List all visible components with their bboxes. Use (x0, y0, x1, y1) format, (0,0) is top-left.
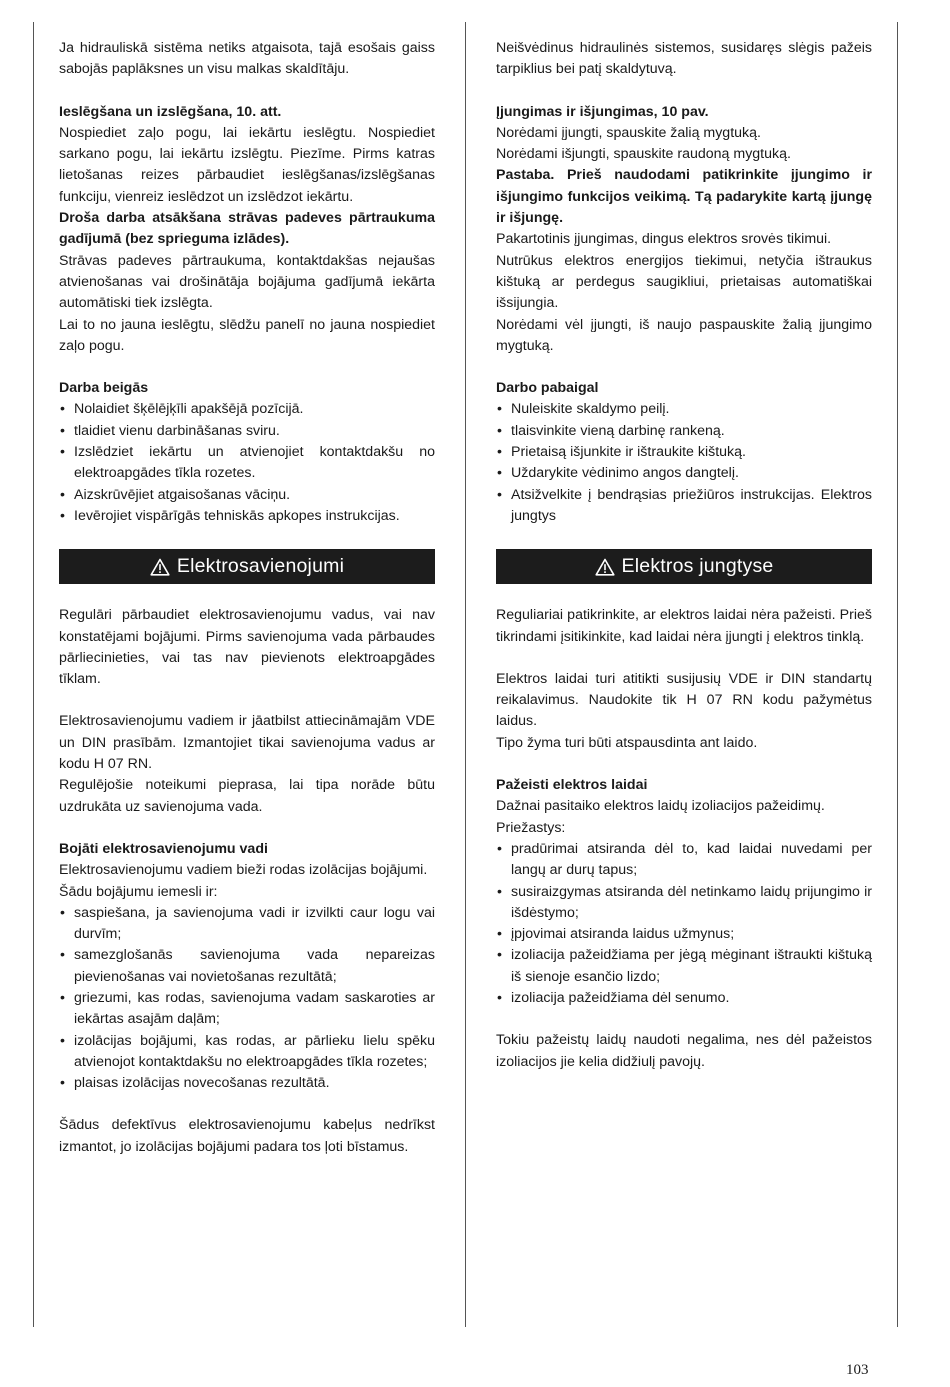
section-title-bar (59, 549, 435, 584)
list-item: • Aizskrūvējiet atgaisošanas vāciņu. (59, 485, 435, 506)
list-item: • izoliacija pažeidžiama per jėgą mėginant ištraukti kištuką iš sienoje esančio lizdo; (496, 945, 872, 988)
list-item: • Nolaidiet šķēlējķīli apakšējā pozīcijā. (59, 399, 435, 420)
list-item: • tlaisvinkite vieną darbinę rankeną. (496, 421, 872, 442)
onoff-heading: Ieslēgšana un izslēgšana, 10. att. (59, 103, 282, 120)
onoff-line-1: Norėdami įjungti, spauskite žalią mygtuką. (496, 124, 761, 141)
center-column-rule (465, 22, 466, 1327)
end-of-work-heading: Darba beigās (59, 380, 149, 397)
list-item: • Prietaisą išjunkite ir ištraukite kištuką. (496, 442, 872, 463)
damaged-cables-heading: Bojāti elektrosavienojumu vadi (59, 840, 268, 857)
left-margin-rule (33, 22, 34, 1327)
onoff-heading: Įjungimas ir išjungimas, 10 pav. (496, 103, 709, 120)
list-item: • izolācijas bojājumi, kas rodas, ar pārlieku lielu spēku atvienojot kontaktdakšu no elektroapgādes tīkla rozetes; (59, 1031, 435, 1074)
damaged-paragraph-1: Elektrosavienojumu vadiem bieži rodas izolācijas bojājumi. (59, 862, 428, 879)
right-column (496, 38, 872, 1073)
damaged-cables-heading: Pažeisti elektros laidai (496, 777, 648, 794)
closing-paragraph: Šādus defektīvus elektrosavienojumu kabeļus nedrīkst izmantot, jo izolācijas bojājumi padara tos ļoti bīstamus. (59, 1117, 435, 1155)
page-number: 103 (846, 1362, 869, 1378)
section-title-bar (496, 549, 872, 584)
restart-text: Pakartotinis įjungimas, dingus elektros srovės tikimui. (496, 231, 832, 248)
restart-text-2: Lai to no jauna ieslēgtu, slēdžu panelī no jauna nospiediet zaļo pogu. (59, 316, 435, 354)
damaged-paragraph-2: Šādu bojājumu iemesli ir: (59, 883, 218, 900)
restart-heading: Droša darba atsākšana strāvas padeves pārtraukuma gadījumā (bez sprieguma izlādes). (59, 210, 435, 248)
restart-text-2: Nutrūkus elektros energijos tiekimui, netyčia ištraukus kištuką ar perdegus saugikliui, prietaisas automatiškai išsijungia. (496, 252, 872, 312)
list-item: • įpjovimai atsiranda laidus užmynus; (496, 924, 872, 945)
list-item: • Atsižvelkite į bendrąsias priežiūros instrukcijas. Elektros jungtys (496, 485, 872, 528)
list-item: • pradūrimai atsiranda dėl to, kad laidai nuvedami per langų ar durų tapus; (496, 839, 872, 882)
elec-paragraph-1: Regulāri pārbaudiet elektrosavienojumu vadus, vai nav konstatējami bojājumi. Pirms savienojuma vada pārbaudes pārliecinieties, vai tas nav pievienots elektroapgādes tīklam. (59, 607, 435, 688)
list-item: • Izslēdziet iekārtu un atvienojiet kontaktdakšu no elektroapgādes tīkla rozetes. (59, 442, 435, 485)
list-item: • Ievērojiet vispārīgās tehniskās apkopes instrukcijas. (59, 506, 435, 527)
list-item: • Uždarykite vėdinimo angos dangtelį. (496, 463, 872, 484)
damaged-paragraph-2: Priežastys: (496, 819, 566, 836)
list-item: • samezglošanās savienojuma vada nepareizas pievienošanas vai novietošanas rezultātā; (59, 945, 435, 988)
list-item: • tlaidiet vienu darbināšanas sviru. (59, 421, 435, 442)
right-margin-rule (897, 22, 898, 1327)
list-item: • susiraizgymas atsiranda dėl netinkamo laidų prijungimo ir išdėstymo; (496, 882, 872, 925)
elec-paragraph-1: Reguliariai patikrinkite, ar elektros laidai nėra pažeisti. Prieš tikrindami įsitikinkite, kad laidai nėra įjungti į elektros tinklą. (496, 607, 872, 645)
elec-paragraph-3: Tipo žyma turi būti atspausdinta ant laido. (496, 734, 758, 751)
list-item: • Nuleiskite skaldymo peilį. (496, 399, 872, 420)
onoff-line-2: Norėdami išjungti, spauskite raudoną mygtuką. (496, 146, 791, 163)
intro-paragraph: Ja hidrauliskā sistēma netiks atgaisota, tajā esošais gaiss sabojās paplāksnes un visu malkas skaldītāju. (59, 40, 435, 78)
end-of-work-list (59, 399, 435, 527)
closing-paragraph: Tokiu pažeistų laidų naudoti negalima, nes dėl pažeistos izoliacijos jie kelia didžiulį pavojų. (496, 1032, 872, 1070)
warning-triangle-icon (150, 558, 170, 576)
damaged-paragraph-1: Dažnai pasitaiko elektros laidų izoliacijos pažeidimų. (496, 798, 825, 815)
list-item: • saspiešana, ja savienojuma vadi ir izvilkti caur logu vai durvīm; (59, 903, 435, 946)
restart-text: Strāvas padeves pārtraukuma, kontaktdakšas nejaušas atvienošanas vai drošinātāja bojājuma gadījumā iekārta automātiski tiek izslēgta. (59, 252, 435, 312)
list-item: • plaisas izolācijas novecošanas rezultātā. (59, 1073, 435, 1094)
section-title: Elektrosavienojumi (176, 555, 345, 578)
elec-paragraph-3: Regulējošie noteikumi pieprasa, lai tipa norāde būtu uzdrukāta uz savienojuma vada. (59, 777, 435, 815)
warning-triangle-icon (595, 558, 615, 576)
damage-causes-list (496, 839, 872, 1009)
elec-paragraph-2: Elektros laidai turi atitikti susijusių VDE ir DIN standartų reikalavimus. Naudokite tik H 07 RN kodu pažymėtus laidus. (496, 670, 872, 730)
elec-paragraph-2: Elektrosavienojumu vadiem ir jāatbilst attiecināmajām VDE un DIN prasībām. Izmantojiet tikai savienojuma vadus ar kodu H 07 RN. (59, 713, 435, 773)
end-of-work-list (496, 399, 872, 527)
intro-paragraph: Neišvėdinus hidraulinės sistemos, susidaręs slėgis pažeis tarpiklius bei patį skaldytuvą. (496, 40, 872, 78)
end-of-work-heading: Darbo pabaigal (496, 380, 599, 397)
damage-causes-list (59, 903, 435, 1095)
list-item: • izoliacija pažeidžiama dėl senumo. (496, 988, 872, 1009)
restart-text-3: Norėdami vėl įjungti, iš naujo paspauskite žalią įjungimo mygtuką. (496, 316, 872, 354)
list-item: • griezumi, kas rodas, savienojuma vadam saskaroties ar iekārtas asajām daļām; (59, 988, 435, 1031)
onoff-text: Nospiediet zaļo pogu, lai iekārtu ieslēgtu. Nospiediet sarkano pogu, lai iekārtu izslēgtu. Piezīme. Pirms katras lietošanas reizes pārbaudiet ieslēgšanas/izslēgšanas funkciju, vienreiz ieslēdzot un izslēdzot iekārtu. (59, 124, 435, 205)
left-column (59, 38, 435, 1158)
note-paragraph: Pastaba. Prieš naudodami patikrinkite įjungimo ir išjungimo funkcijos veikimą. Tą padarykite kartą įjungę ir išjungę. (496, 167, 872, 227)
section-title: Elektros jungtyse (621, 555, 774, 578)
